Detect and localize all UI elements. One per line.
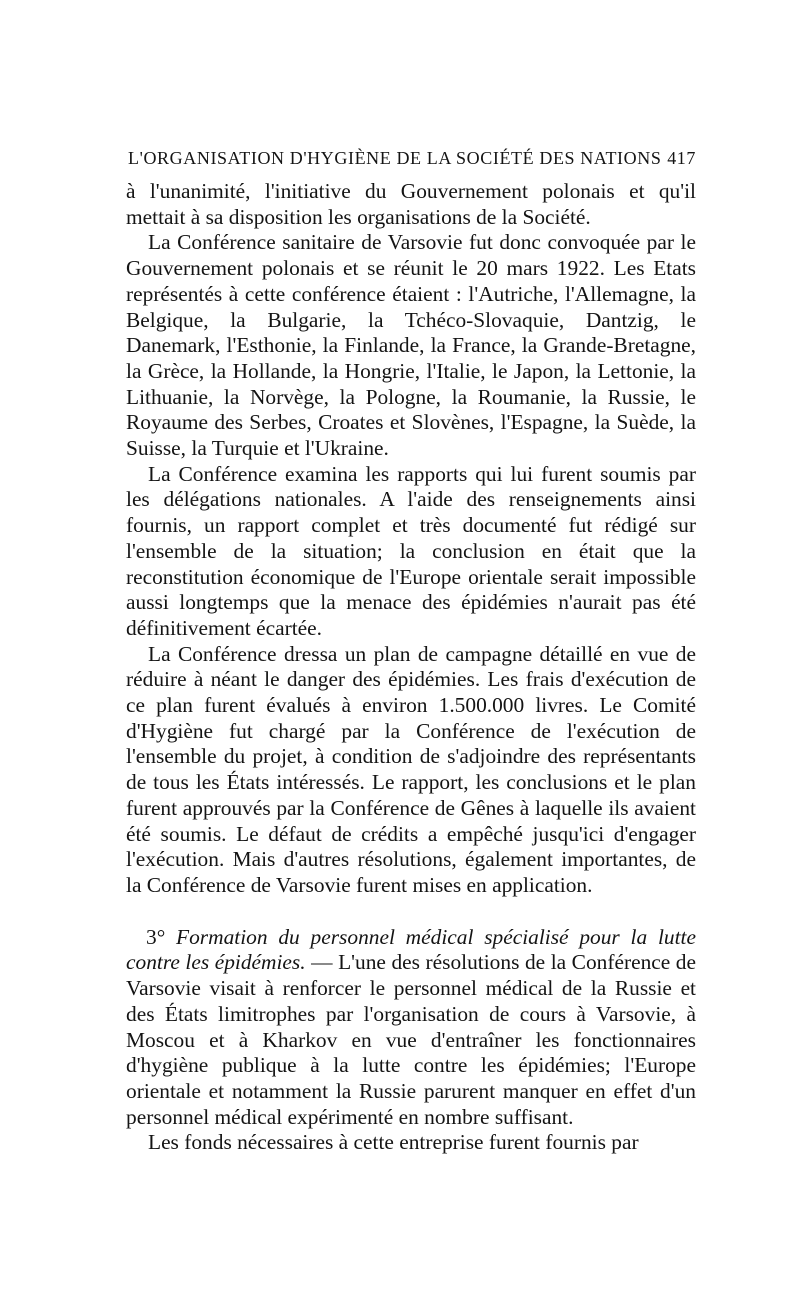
section-number: 3° <box>146 924 166 949</box>
paragraph-3: La Conférence examina les rapports qui lui furent soumis par les délégations nationales. A l'aide des renseignements ainsi fournis, un rapport complet et très documenté fut rédigé sur l'ensemble de la situation; la conclusion en était que la reconstitution économique de l'Europe orientale serait impossible aussi longtemps que la menace des épidémies n'aurait pas été définitivement écartée. <box>126 461 696 640</box>
paragraph-6: Les fonds nécessaires à cette entreprise furent fournis par <box>148 1130 639 1155</box>
paragraph-2: La Conférence sanitaire de Varsovie fut donc convoquée par le Gouvernement polonais et se réunit le 20 mars 1922. Les Etats représentés à cette conférence étaient : l'Autriche, l'Allemagne, la Belgique, la Bulgarie, la Tchéco-Slovaquie, Dantzig, le Danemark, l'Esthonie, la Finlande, la France, la Grande-Bretagne, la Grèce, la Hollande, la Hongrie, l'Italie, le Japon, la Lettonie, la Lithuanie, la Norvège, la Pologne, la Roumanie, la Russie, le Royaume des Serbes, Croates et Slovènes, l'Espagne, la Suède, la Suisse, la Turquie et l'Ukraine. <box>126 230 696 461</box>
paragraph-1: à l'unanimité, l'initiative du Gouvernement polonais et qu'il mettait à sa disposition les organisations de la Société. <box>126 179 696 229</box>
paragraph-4: La Conférence dressa un plan de campagne détaillé en vue de réduire à néant le danger des épidémies. Les frais d'exécution de ce plan furent évalués à environ 1.500.000 livres. Le Comité d'Hygiène fut chargé par la Conférence de l'exécution de l'ensemble du projet, à condition de s'adjoindre des représentants de tous les États intéressés. Le rapport, les conclusions et le plan furent approuvés par la Conférence de Gênes à laquelle ils avaient été soumis. Le défaut de crédits a empêché jusqu'ici d'engager l'exécution. Mais d'autres résolutions, également importantes, de la Conférence de Varsovie furent mises en application. <box>126 641 696 897</box>
running-title: L'ORGANISATION D'HYGIÈNE DE LA SOCIÉTÉ DES NATIONS <box>128 148 662 168</box>
section-text: — L'une des résolutions de la Conférence de Varsovie visait à renforcer le personnel médical de la Russie et des États limitrophes par l'organisation de cours à Varsovie, à Moscou et à Kharkov en vue d'entraîner les fonctionnaires d'hygiène publique à la lutte contre les épidémies; l'Europe orientale et notamment la Russie parurent manquer en effet d'un personnel médical expérimenté en nombre suffisant. <box>126 950 696 1129</box>
book-page <box>126 148 696 1156</box>
page-number: 417 <box>667 148 696 168</box>
section-title: Formation du personnel médical spécialisé pour la lutte contre les épidémies. <box>126 924 696 975</box>
running-header <box>126 148 696 169</box>
section-paragraph <box>126 925 696 1131</box>
